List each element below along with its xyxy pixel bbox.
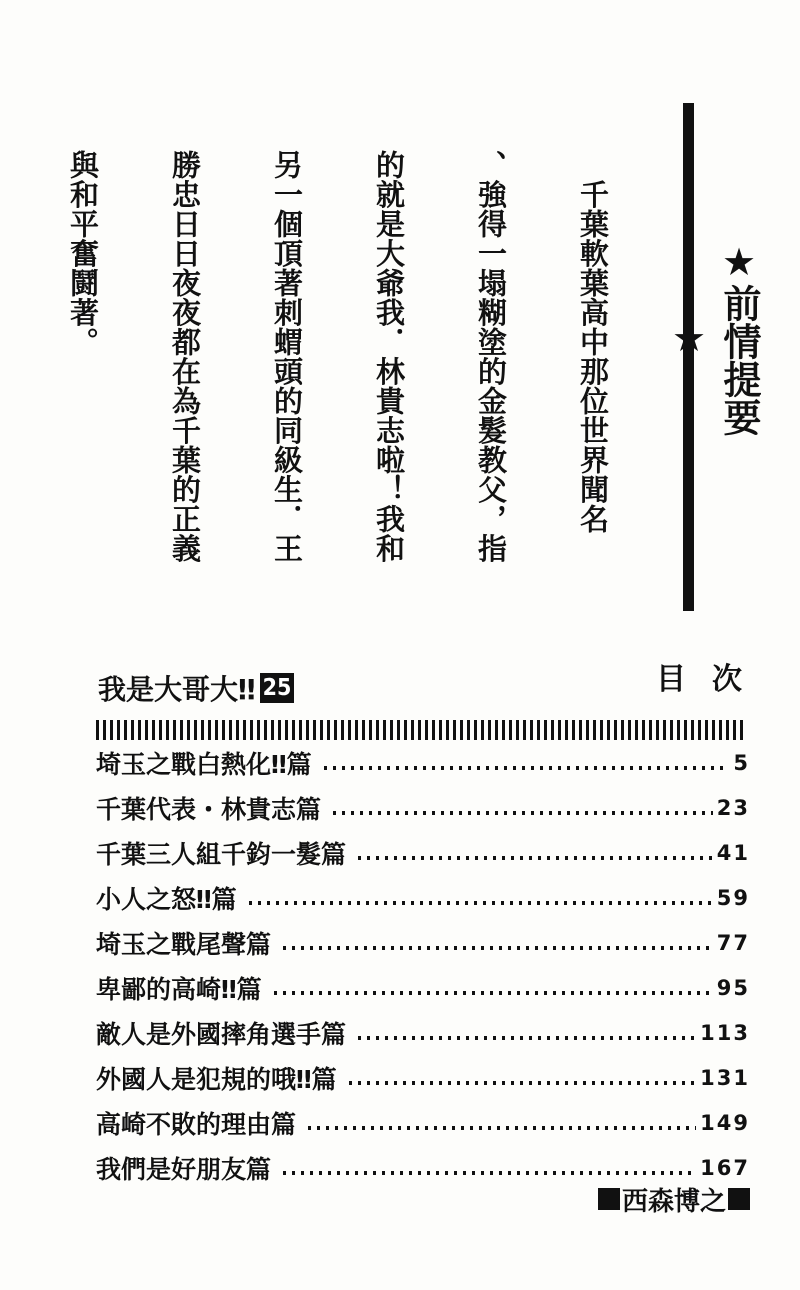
synopsis-line: 另一個頂著刺蝟頭的同級生．王 bbox=[270, 150, 304, 563]
book-title bbox=[98, 668, 294, 708]
toc-entry-title: 敵人是外國摔角選手篇 bbox=[96, 1019, 347, 1049]
toc-entry-title: 小人之怒‼篇 bbox=[96, 884, 237, 914]
black-square-icon bbox=[598, 1188, 620, 1210]
synopsis-line: 與和平奮鬪著。 bbox=[66, 150, 100, 357]
toc-entry-title: 卑鄙的高崎‼篇 bbox=[96, 974, 262, 1004]
toc-entry bbox=[96, 740, 750, 785]
toc-entry bbox=[96, 965, 750, 1010]
toc-entry bbox=[96, 1100, 750, 1145]
dot-leader bbox=[349, 1081, 696, 1085]
toc-entry-page: 149 bbox=[700, 1110, 750, 1135]
dot-leader bbox=[249, 901, 713, 905]
dot-leader bbox=[308, 1126, 696, 1130]
toc-entry-title: 埼玉之戰尾聲篇 bbox=[96, 929, 272, 959]
dot-leader bbox=[333, 811, 713, 815]
volume-badge: 25 bbox=[260, 673, 295, 703]
table-of-contents bbox=[96, 740, 750, 1190]
toc-entry-title: 我們是好朋友篇 bbox=[96, 1154, 272, 1184]
toc-entry-page: 59 bbox=[716, 885, 750, 910]
synopsis-divider bbox=[683, 103, 694, 611]
toc-entry bbox=[96, 1055, 750, 1100]
toc-entry-page: 41 bbox=[716, 840, 750, 865]
dot-leader bbox=[358, 856, 713, 860]
toc-entry-title: 千葉代表・林貴志篇 bbox=[96, 794, 322, 824]
dot-leader bbox=[283, 946, 713, 950]
toc-entry-title: 高崎不敗的理由篇 bbox=[96, 1109, 297, 1139]
hatched-divider bbox=[96, 720, 744, 740]
toc-entry bbox=[96, 1010, 750, 1055]
synopsis-text bbox=[0, 150, 678, 580]
toc-entry-page: 5 bbox=[733, 750, 750, 775]
author-credit bbox=[596, 1183, 752, 1215]
toc-entry-page: 131 bbox=[700, 1065, 750, 1090]
black-square-icon bbox=[728, 1188, 750, 1210]
synopsis-line: 勝忠日日夜夜都在為千葉的正義 bbox=[168, 150, 202, 563]
toc-entry bbox=[96, 830, 750, 875]
dot-leader bbox=[358, 1036, 696, 1040]
book-title-text: 我是大哥大‼ bbox=[98, 673, 256, 706]
toc-entry-page: 167 bbox=[700, 1155, 750, 1180]
dot-leader bbox=[324, 766, 730, 770]
contents-label: 目次 bbox=[656, 662, 768, 697]
toc-entry-page: 77 bbox=[716, 930, 750, 955]
synopsis-line: 的就是大爺我．林貴志啦！我和 bbox=[372, 150, 406, 563]
synopsis-heading: ★前情提要 bbox=[717, 240, 761, 436]
toc-entry bbox=[96, 785, 750, 830]
toc-entry bbox=[96, 875, 750, 920]
toc-entry bbox=[96, 920, 750, 965]
toc-entry-page: 23 bbox=[716, 795, 750, 820]
toc-entry-page: 113 bbox=[700, 1020, 750, 1045]
synopsis-line: 千葉軟葉高中那位世界聞名 bbox=[576, 150, 610, 534]
synopsis-line: 、強得一塌糊塗的金髮教父，指 bbox=[474, 150, 508, 563]
author-name: 西森博之 bbox=[621, 1186, 726, 1217]
toc-entry-title: 千葉三人組千鈞一髮篇 bbox=[96, 839, 347, 869]
toc-entry-title: 外國人是犯規的哦‼篇 bbox=[96, 1064, 337, 1094]
dot-leader bbox=[283, 1171, 696, 1175]
toc-entry-page: 95 bbox=[716, 975, 750, 1000]
dot-leader bbox=[274, 991, 713, 995]
toc-entry-title: 埼玉之戰白熱化‼篇 bbox=[96, 749, 312, 779]
